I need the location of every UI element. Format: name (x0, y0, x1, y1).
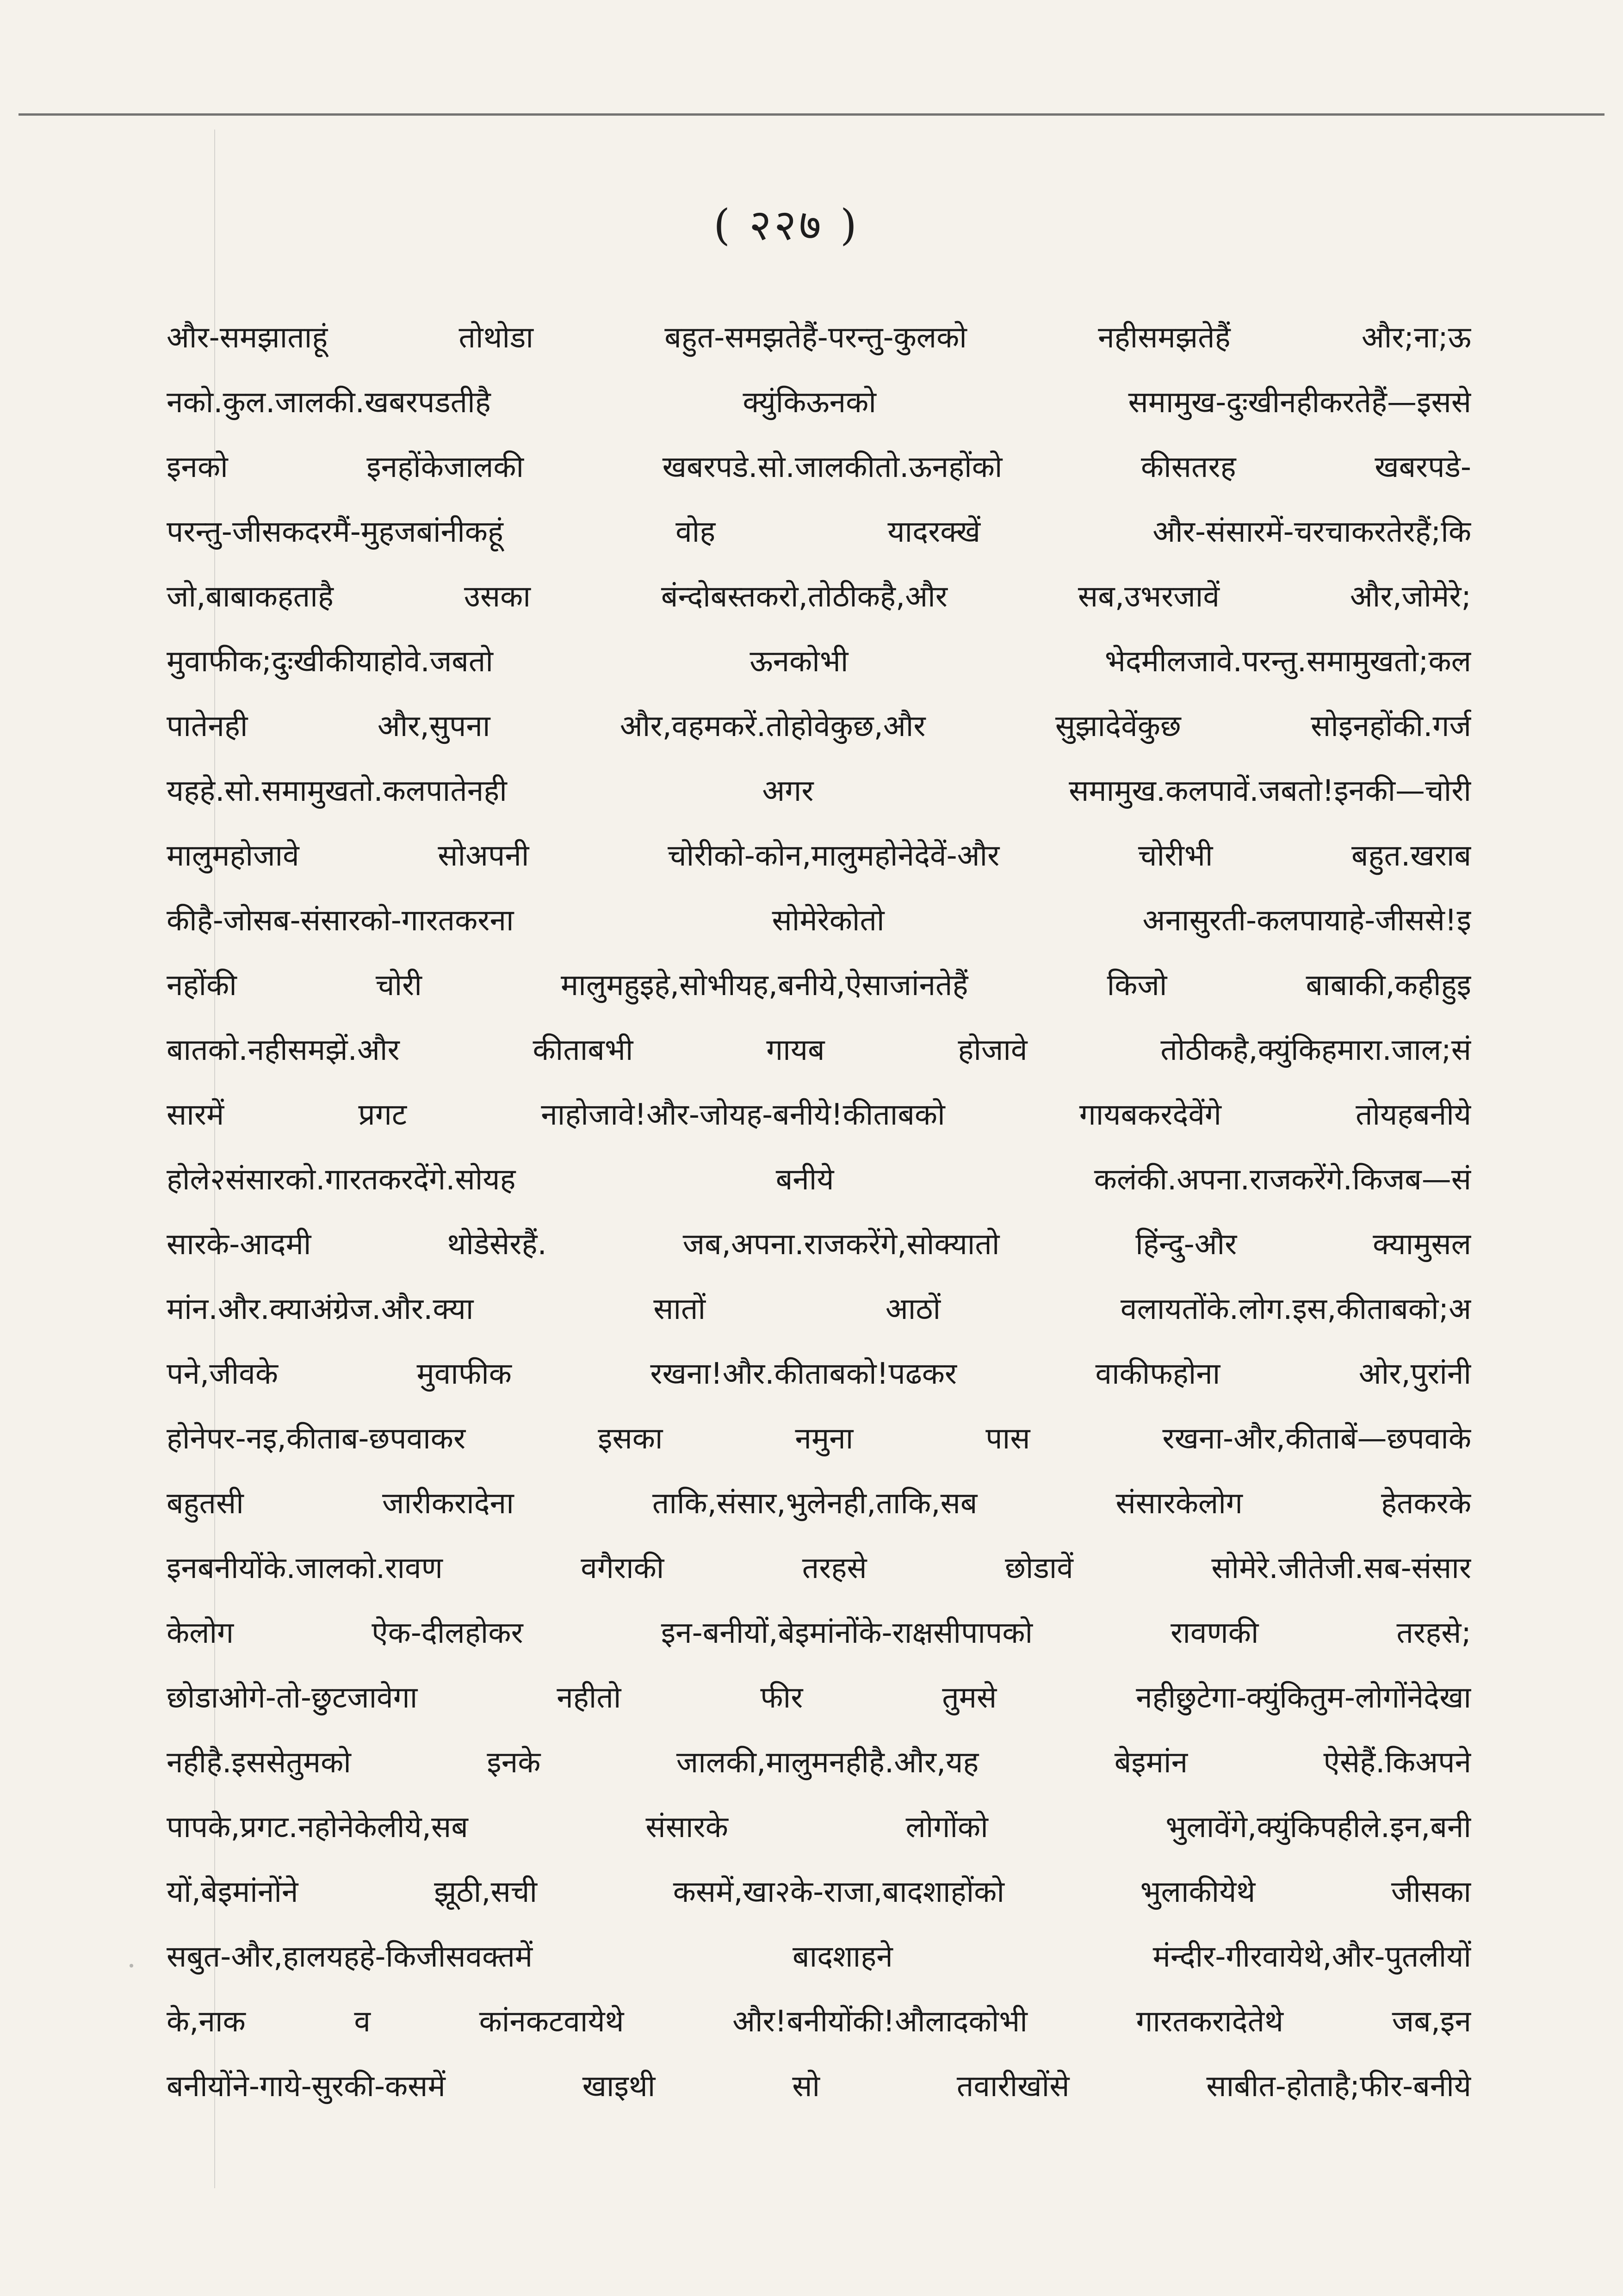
text-line: केलोग ऐक-दीलहोकर इन-बनीयों,बेइमांनोंके-राक्षसीपापको रावणकी तरहसे; (167, 1616, 1471, 1650)
text-line: पातेनही और,सुपना और,वहमकरें.तोहोवेकुछ,और सुझादेवेंकुछ सोइनहोंकी.गर्ज (167, 709, 1471, 743)
text-line: परन्तु-जीसकदरमैं-मुहजबांनीकहूं वोह यादरक्खें और-संसारमें-चरचाकरतेरहैं;कि (167, 515, 1471, 549)
text-line: यहहे.सो.समामुखतो.कलपातेनही अगर समामुख.कलपावें.जबतो!इनकी—चोरी (167, 774, 1471, 808)
text-line: बातको.नहीसमझें.और कीताबभी गायब होजावे तोठीकहै,क्युंकिहमारा.जाल;सं (167, 1033, 1471, 1067)
page-number: ( २२७ ) (713, 200, 860, 250)
text-line: सारमें प्रगट नाहोजावे!और-जोयह-बनीये!कीताबको गायबकरदेवेंगे तोयहबनीये (167, 1098, 1471, 1132)
body-text (167, 305, 1471, 2119)
text-line: जो,बाबाकहताहै उसका बंन्दोबस्तकरो,तोठीकहै,और सब,उभरजावें और,जोमेरे; (167, 580, 1471, 614)
text-line: इनबनीयोंके.जालको.रावण वगैराकी तरहसे छोडावें सोमेरे.जीतेजी.सब-संसार (167, 1551, 1471, 1585)
text-line: इनको इनहोंकेजालकी खबरपडे.सो.जालकीतो.ऊनहोंको कीसतरह खबरपडे- (167, 450, 1471, 484)
text-line: नहोंकी चोरी मालुमहुइहे,सोभीयह,बनीये,ऐसाजांनतेहैं किजो बाबाकी,कहीहुइ (167, 968, 1471, 1003)
text-line: बनीयोंने-गाये-सुरकी-कसमें खाइथी सो तवारीखोंसे साबीत-होताहै;फीर-बनीये (167, 2069, 1471, 2104)
text-line: के,नाक व कांनकटवायेथे और!बनीयोंकी!औलादकोभी गारतकरादेतेथे जब,इन (167, 2005, 1471, 2039)
text-line: सबुत-और,हालयहहे-किजीसवक्तमें बादशाहने मंन्दीर-गीरवायेथे,और-पुतलीयों (167, 1940, 1471, 1974)
text-line: पापके,प्रगट.नहोनेकेलीये,सब संसारके लोगोंको भुलावेंगे,क्युंकिपहीले.इन,बनी (167, 1810, 1471, 1844)
text-line: मालुमहोजावे सोअपनी चोरीको-कोन,मालुमहोनेदेवें-और चोरीभी बहुत.खराब (167, 839, 1471, 873)
text-line: मांन.और.क्याअंग्रेज.और.क्या सातों आठों वलायतोंके.लोग.इस,कीताबको;अ (167, 1292, 1471, 1326)
text-line: नको.कुल.जालकी.खबरपडतीहै क्युंकिऊनको समामुख-दुःखीनहीकरतेहैं—इससे (167, 385, 1471, 420)
text-line: पने,जीवके मुवाफीक रखना!और.कीताबको!पढकर वाकीफहोना ओर,पुरांनी (167, 1357, 1471, 1391)
top-page-edge-line (19, 113, 1604, 116)
text-line: छोडाओगे-तो-छुटजावेगा नहीतो फीर तुमसे नहीछुटेगा-क्युंकितुम-लोगोंनेदेखा (167, 1681, 1471, 1715)
text-line: यों,बेइमांनोंने झूठी,सची कसमें,खा२के-राजा,बादशाहोंको भुलाकीयेथे जीसका (167, 1875, 1471, 1909)
text-line: मुवाफीक;दुःखीकीयाहोवे.जबतो ऊनकोभी भेदमीलजावे.परन्तु.समामुखतो;कल (167, 644, 1471, 679)
text-line: नहीहै.इससेतुमको इनके जालकी,मालुमनहीहै.और,यह बेइमांन ऐसेहैं.किअपने (167, 1745, 1471, 1780)
ink-speck (130, 1964, 133, 1968)
text-line: सारके-आदमी थोडेसेरहैं. जब,अपना.राजकरेंगे,सोक्यातो हिंन्दु-और क्यामुसल (167, 1227, 1471, 1262)
text-line: और-समझाताहूं तोथोडा बहुत-समझतेहैं-परन्तु-कुलको नहीसमझतेहैं और;ना;ऊ (167, 321, 1471, 355)
text-line: बहुतसी जारीकरादेना ताकि,संसार,भुलेनही,ताकि,सब संसारकेलोग हेतकरके (167, 1486, 1471, 1521)
text-line: होनेपर-नइ,कीताब-छपवाकर इसका नमुना पास रखना-और,कीताबें—छपवाके (167, 1422, 1471, 1456)
text-line: कीहै-जोसब-संसारको-गारतकरना सोमेरेकोतो अनासुरती-कलपायाहे-जीससे!इ (167, 904, 1471, 938)
text-line: होले२संसारको.गारतकरदेंगे.सोयह बनीये कलंकी.अपना.राजकरेंगे.किजब—सं (167, 1163, 1471, 1197)
